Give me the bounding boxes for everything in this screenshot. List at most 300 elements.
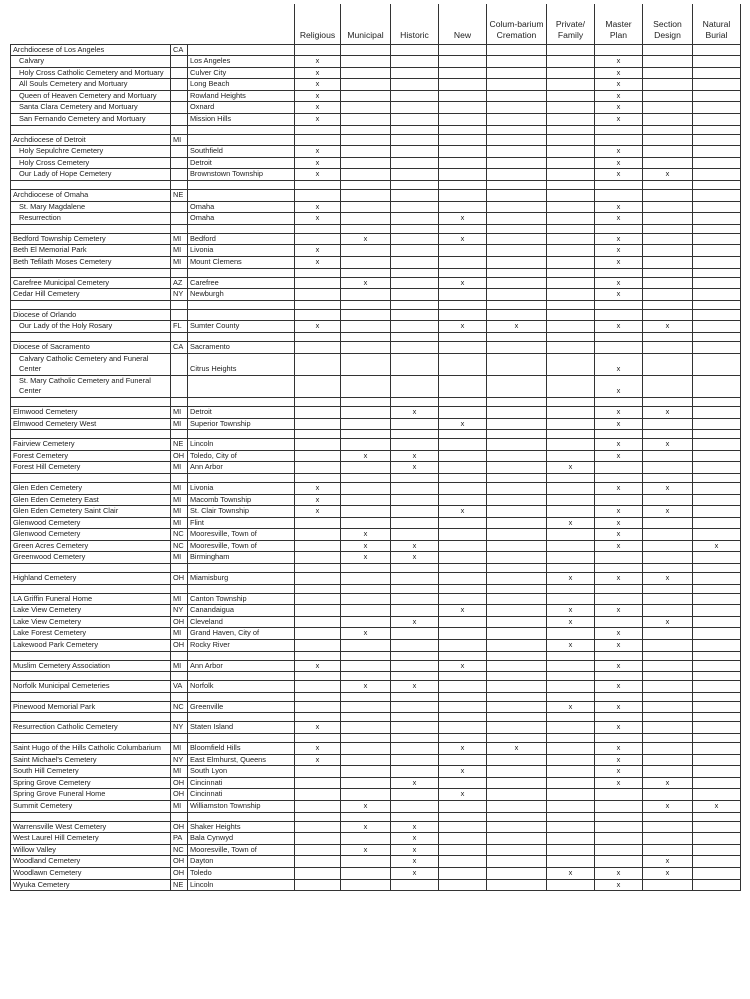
city-cell: Rocky River [188, 640, 295, 652]
mark-cell-pri: x [547, 517, 595, 529]
mark-cell-rel: x [295, 506, 341, 518]
spacer-cell [643, 584, 693, 593]
mark-cell-pri [547, 660, 595, 672]
mark-cell-mas: x [595, 233, 643, 245]
mark-cell-new [439, 494, 487, 506]
mark-cell-sec [643, 56, 693, 68]
mark-cell-his [391, 722, 439, 734]
cemetery-name-cell: Cedar Hill Cemetery [11, 289, 171, 301]
spacer-cell [547, 430, 595, 439]
cemetery-name-cell: Beth Tefilath Moses Cemetery [11, 257, 171, 269]
city-cell: Omaha [188, 201, 295, 213]
spacer-cell [295, 812, 341, 821]
spacer-row [11, 651, 741, 660]
mark-cell-nat [693, 257, 741, 269]
state-cell: MI [171, 766, 188, 778]
mark-cell-sec [643, 681, 693, 693]
mark-cell-mun [341, 879, 391, 891]
mark-cell-new [439, 102, 487, 114]
mark-cell-mun [341, 573, 391, 585]
mark-cell-nat [693, 506, 741, 518]
mark-cell-rel [295, 418, 341, 430]
mark-cell-mas: x [595, 660, 643, 672]
state-cell: MI [171, 245, 188, 257]
spacer-cell [439, 734, 487, 743]
mark-cell-mun [341, 701, 391, 713]
mark-cell-pri [547, 233, 595, 245]
spacer-cell [595, 430, 643, 439]
mark-cell-mas: x [595, 766, 643, 778]
city-cell [188, 375, 295, 397]
mark-cell-his [391, 190, 439, 202]
mark-cell-pri: x [547, 867, 595, 879]
mark-cell-new [439, 341, 487, 353]
mark-cell-new [439, 529, 487, 541]
mark-cell-sec [643, 517, 693, 529]
spacer-cell [391, 181, 439, 190]
spacer-cell [295, 473, 341, 482]
spacer-cell [188, 672, 295, 681]
mark-cell-mun [341, 375, 391, 397]
mark-cell-rel [295, 879, 341, 891]
city-cell: Miamisburg [188, 573, 295, 585]
spacer-row [11, 181, 741, 190]
mark-cell-nat [693, 201, 741, 213]
mark-cell-his [391, 245, 439, 257]
mark-cell-his [391, 102, 439, 114]
mark-cell-pri: x [547, 640, 595, 652]
spacer-cell [693, 713, 741, 722]
spacer-cell [391, 672, 439, 681]
cemetery-name-cell: Bedford Township Cemetery [11, 233, 171, 245]
mark-cell-rel [295, 777, 341, 789]
spacer-cell [487, 651, 547, 660]
table-row [11, 406, 741, 418]
city-cell: Ann Arbor [188, 660, 295, 672]
spacer-cell [391, 430, 439, 439]
mark-cell-mun: x [341, 277, 391, 289]
mark-cell-nat [693, 289, 741, 301]
cemetery-name-cell: Highland Cemetery [11, 573, 171, 585]
mark-cell-rel [295, 289, 341, 301]
header-row [11, 4, 741, 44]
cemetery-name-cell: Willow Valley [11, 844, 171, 856]
mark-cell-nat [693, 44, 741, 56]
mark-cell-mun [341, 722, 391, 734]
city-cell: Ann Arbor [188, 462, 295, 474]
mark-cell-new [439, 821, 487, 833]
state-cell: MI [171, 517, 188, 529]
table-row [11, 517, 741, 529]
spacer-row [11, 268, 741, 277]
mark-cell-new [439, 517, 487, 529]
mark-cell-new [439, 90, 487, 102]
mark-cell-his [391, 114, 439, 126]
mark-cell-mas: x [595, 743, 643, 755]
mark-cell-new [439, 754, 487, 766]
spacer-cell [643, 672, 693, 681]
mark-cell-mas: x [595, 517, 643, 529]
cemetery-name-cell: Fairview Cemetery [11, 439, 171, 451]
mark-cell-rel [295, 540, 341, 552]
table-row [11, 482, 741, 494]
mark-cell-mun [341, 102, 391, 114]
mark-cell-new [439, 867, 487, 879]
mark-cell-nat [693, 552, 741, 564]
mark-cell-sec [643, 233, 693, 245]
mark-cell-mun [341, 418, 391, 430]
spacer-cell [693, 268, 741, 277]
mark-cell-col [487, 754, 547, 766]
mark-cell-col [487, 844, 547, 856]
mark-cell-mas: x [595, 573, 643, 585]
spacer-cell [391, 473, 439, 482]
city-cell: Bala Cynwyd [188, 833, 295, 845]
mark-cell-his: x [391, 462, 439, 474]
mark-cell-his [391, 800, 439, 812]
mark-cell-col [487, 190, 547, 202]
mark-cell-sec [643, 341, 693, 353]
spacer-cell [171, 125, 188, 134]
mark-cell-mun: x [341, 529, 391, 541]
cemetery-table-page [10, 4, 741, 891]
mark-cell-mas [595, 844, 643, 856]
mark-cell-mas [595, 616, 643, 628]
mark-cell-sec [643, 743, 693, 755]
state-cell: OH [171, 616, 188, 628]
mark-cell-nat [693, 616, 741, 628]
mark-cell-his [391, 418, 439, 430]
cemetery-name-cell: Glenwood Cemetery [11, 529, 171, 541]
mark-cell-nat [693, 844, 741, 856]
spacer-row [11, 473, 741, 482]
mark-cell-his [391, 754, 439, 766]
mark-cell-his [391, 67, 439, 79]
cemetery-name-cell: Greenwood Cemetery [11, 552, 171, 564]
spacer-cell [595, 332, 643, 341]
mark-cell-sec [643, 114, 693, 126]
mark-cell-his [391, 321, 439, 333]
mark-cell-rel [295, 406, 341, 418]
city-cell: Toledo [188, 867, 295, 879]
col-header-private: Private/ Family [547, 4, 595, 44]
mark-cell-sec [643, 190, 693, 202]
mark-cell-mas: x [595, 754, 643, 766]
city-cell: Oxnard [188, 102, 295, 114]
mark-cell-sec [643, 157, 693, 169]
table-row [11, 833, 741, 845]
spacer-cell [188, 224, 295, 233]
state-cell: NE [171, 879, 188, 891]
mark-cell-mas: x [595, 321, 643, 333]
city-cell: Mooresville, Town of [188, 844, 295, 856]
mark-cell-col [487, 102, 547, 114]
state-cell [171, 353, 188, 375]
spacer-cell [547, 332, 595, 341]
spacer-cell [171, 397, 188, 406]
mark-cell-col [487, 146, 547, 158]
spacer-cell [295, 125, 341, 134]
mark-cell-rel [295, 190, 341, 202]
mark-cell-new: x [439, 743, 487, 755]
mark-cell-new [439, 406, 487, 418]
mark-cell-sec [643, 353, 693, 375]
mark-cell-nat [693, 766, 741, 778]
spacer-cell [391, 692, 439, 701]
mark-cell-mun [341, 134, 391, 146]
city-cell: St. Clair Township [188, 506, 295, 518]
state-cell: MI [171, 660, 188, 672]
spacer-cell [643, 812, 693, 821]
mark-cell-nat [693, 79, 741, 91]
mark-cell-his [391, 593, 439, 605]
mark-cell-pri [547, 102, 595, 114]
mark-cell-rel [295, 800, 341, 812]
spacer-cell [11, 584, 171, 593]
spacer-cell [439, 473, 487, 482]
cemetery-name-cell: West Laurel Hill Cemetery [11, 833, 171, 845]
mark-cell-mun [341, 146, 391, 158]
city-cell: Sacramento [188, 341, 295, 353]
table-row [11, 375, 741, 397]
mark-cell-rel [295, 640, 341, 652]
spacer-cell [11, 397, 171, 406]
mark-cell-nat [693, 833, 741, 845]
mark-cell-sec [643, 309, 693, 321]
table-row [11, 821, 741, 833]
spacer-cell [487, 397, 547, 406]
state-cell: MI [171, 593, 188, 605]
mark-cell-new [439, 169, 487, 181]
state-cell: NC [171, 540, 188, 552]
mark-cell-sec: x [643, 482, 693, 494]
state-cell: MI [171, 628, 188, 640]
col-header-section-design: Section Design [643, 4, 693, 44]
state-cell: OH [171, 856, 188, 868]
mark-cell-col [487, 856, 547, 868]
state-cell: NC [171, 844, 188, 856]
mark-cell-col [487, 640, 547, 652]
cemetery-name-cell: Diocese of Sacramento [11, 341, 171, 353]
spacer-cell [487, 473, 547, 482]
mark-cell-col [487, 56, 547, 68]
mark-cell-pri [547, 494, 595, 506]
spacer-cell [188, 564, 295, 573]
cemetery-name-cell: Forest Hill Cemetery [11, 462, 171, 474]
mark-cell-new: x [439, 418, 487, 430]
mark-cell-mas: x [595, 482, 643, 494]
city-cell: Citrus Heights [188, 353, 295, 375]
city-cell: Mission Hills [188, 114, 295, 126]
city-cell: Mooresville, Town of [188, 529, 295, 541]
mark-cell-nat [693, 67, 741, 79]
spacer-cell [595, 300, 643, 309]
mark-cell-rel [295, 517, 341, 529]
mark-cell-col [487, 616, 547, 628]
mark-cell-sec: x [643, 573, 693, 585]
state-cell [171, 375, 188, 397]
mark-cell-mun [341, 44, 391, 56]
state-cell: NE [171, 190, 188, 202]
mark-cell-col [487, 660, 547, 672]
spacer-cell [295, 181, 341, 190]
col-header-new: New [439, 4, 487, 44]
mark-cell-col [487, 777, 547, 789]
mark-cell-sec: x [643, 169, 693, 181]
spacer-cell [439, 584, 487, 593]
mark-cell-mas [595, 821, 643, 833]
mark-cell-pri [547, 353, 595, 375]
spacer-cell [188, 397, 295, 406]
mark-cell-sec [643, 79, 693, 91]
mark-cell-mun [341, 353, 391, 375]
mark-cell-col [487, 462, 547, 474]
state-cell: MI [171, 233, 188, 245]
mark-cell-new [439, 640, 487, 652]
state-cell: MI [171, 800, 188, 812]
cemetery-name-cell: Our Lady of Hope Cemetery [11, 169, 171, 181]
state-cell: MI [171, 494, 188, 506]
mark-cell-pri [547, 418, 595, 430]
table-row [11, 79, 741, 91]
mark-cell-pri [547, 190, 595, 202]
mark-cell-his: x [391, 406, 439, 418]
mark-cell-sec [643, 90, 693, 102]
spacer-cell [595, 397, 643, 406]
cemetery-name-cell: Holy Cross Cemetery [11, 157, 171, 169]
state-cell: MI [171, 506, 188, 518]
mark-cell-rel [295, 821, 341, 833]
city-cell: East Elmhurst, Queens [188, 754, 295, 766]
spacer-cell [171, 734, 188, 743]
mark-cell-nat: x [693, 800, 741, 812]
state-cell: MI [171, 462, 188, 474]
mark-cell-new [439, 540, 487, 552]
mark-cell-mun [341, 867, 391, 879]
mark-cell-nat [693, 482, 741, 494]
mark-cell-col: x [487, 743, 547, 755]
spacer-cell [595, 734, 643, 743]
mark-cell-mun: x [341, 821, 391, 833]
mark-cell-his: x [391, 867, 439, 879]
mark-cell-mun [341, 157, 391, 169]
mark-cell-nat [693, 450, 741, 462]
mark-cell-sec [643, 529, 693, 541]
mark-cell-pri [547, 754, 595, 766]
spacer-cell [11, 268, 171, 277]
state-cell: NY [171, 289, 188, 301]
mark-cell-mun [341, 341, 391, 353]
mark-cell-mun [341, 406, 391, 418]
mark-cell-mas: x [595, 201, 643, 213]
mark-cell-nat [693, 722, 741, 734]
mark-cell-mas: x [595, 867, 643, 879]
mark-cell-new: x [439, 506, 487, 518]
mark-cell-nat [693, 743, 741, 755]
mark-cell-nat [693, 375, 741, 397]
mark-cell-mun [341, 833, 391, 845]
cemetery-name-cell: Elmwood Cemetery [11, 406, 171, 418]
mark-cell-new [439, 800, 487, 812]
mark-cell-pri [547, 79, 595, 91]
state-cell: MI [171, 482, 188, 494]
mark-cell-new: x [439, 277, 487, 289]
mark-cell-mas [595, 800, 643, 812]
mark-cell-nat [693, 754, 741, 766]
table-row [11, 44, 741, 56]
spacer-row [11, 430, 741, 439]
mark-cell-pri [547, 766, 595, 778]
spacer-cell [341, 332, 391, 341]
cemetery-name-cell: Glen Eden Cemetery East [11, 494, 171, 506]
spacer-cell [487, 332, 547, 341]
city-cell: Detroit [188, 157, 295, 169]
mark-cell-mas [595, 494, 643, 506]
cemetery-name-cell: Resurrection [11, 213, 171, 225]
mark-cell-sec: x [643, 777, 693, 789]
spacer-cell [295, 397, 341, 406]
mark-cell-mun [341, 517, 391, 529]
mark-cell-mun [341, 616, 391, 628]
mark-cell-pri [547, 552, 595, 564]
mark-cell-sec [643, 201, 693, 213]
cemetery-name-cell: Warrensville West Cemetery [11, 821, 171, 833]
state-cell [171, 102, 188, 114]
mark-cell-new [439, 482, 487, 494]
mark-cell-nat [693, 406, 741, 418]
mark-cell-new [439, 79, 487, 91]
mark-cell-mas: x [595, 450, 643, 462]
cemetery-name-cell: Woodlawn Cemetery [11, 867, 171, 879]
city-cell: Dayton [188, 856, 295, 868]
mark-cell-sec: x [643, 856, 693, 868]
spacer-cell [643, 181, 693, 190]
mark-cell-pri [547, 789, 595, 801]
mark-cell-rel [295, 766, 341, 778]
spacer-cell [295, 713, 341, 722]
mark-cell-mas: x [595, 56, 643, 68]
table-row [11, 134, 741, 146]
table-row [11, 157, 741, 169]
mark-cell-mun [341, 494, 391, 506]
spacer-cell [547, 564, 595, 573]
table-row [11, 321, 741, 333]
spacer-cell [341, 734, 391, 743]
mark-cell-nat [693, 856, 741, 868]
mark-cell-his: x [391, 616, 439, 628]
spacer-cell [171, 268, 188, 277]
mark-cell-col [487, 800, 547, 812]
cemetery-name-cell: Elmwood Cemetery West [11, 418, 171, 430]
spacer-cell [693, 564, 741, 573]
header-blank-city [188, 4, 295, 44]
mark-cell-new [439, 856, 487, 868]
state-cell [171, 67, 188, 79]
mark-cell-his [391, 169, 439, 181]
mark-cell-his: x [391, 777, 439, 789]
mark-cell-pri [547, 593, 595, 605]
spacer-cell [295, 734, 341, 743]
mark-cell-sec [643, 418, 693, 430]
spacer-cell [643, 430, 693, 439]
mark-cell-rel [295, 552, 341, 564]
cemetery-name-cell: Calvary [11, 56, 171, 68]
mark-cell-col [487, 494, 547, 506]
mark-cell-new [439, 833, 487, 845]
spacer-cell [595, 181, 643, 190]
header-blank-state [171, 4, 188, 44]
mark-cell-rel [295, 353, 341, 375]
